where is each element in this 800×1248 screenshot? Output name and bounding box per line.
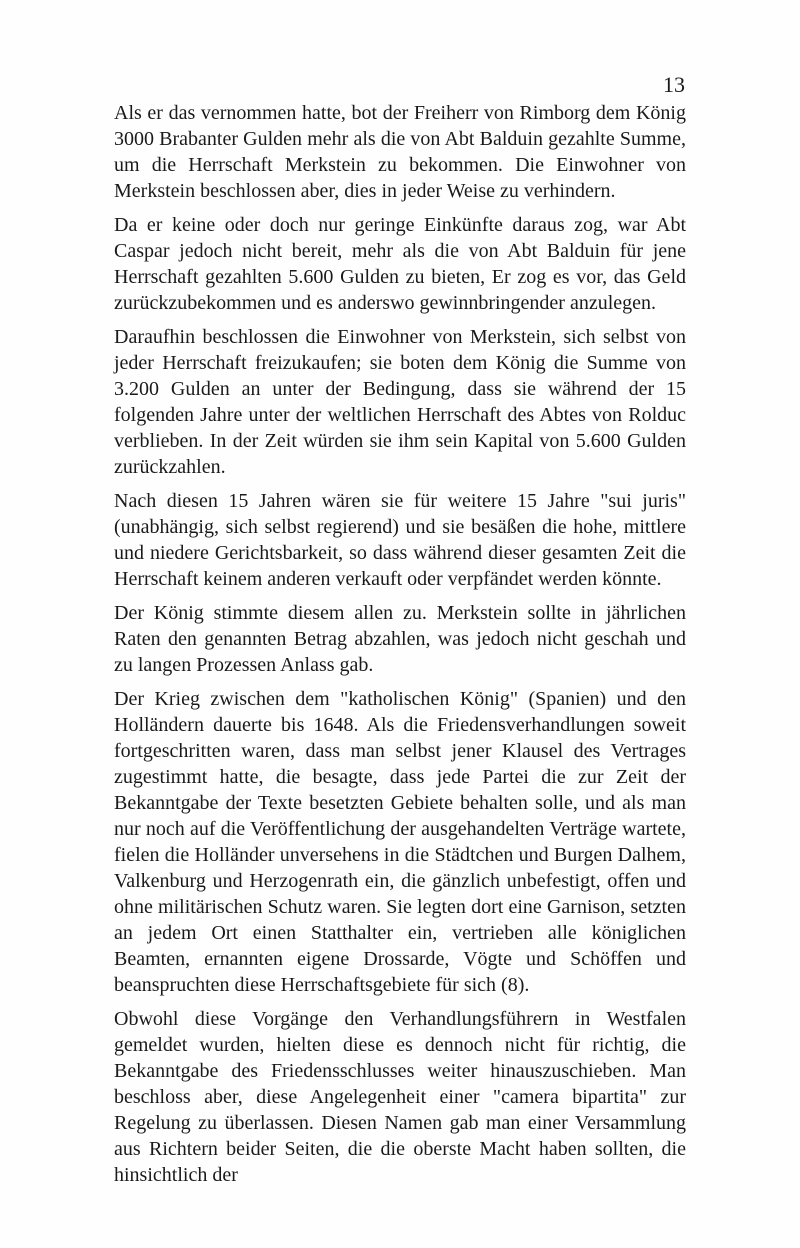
paragraph: Obwohl diese Vorgänge den Verhandlungsführern in Westfalen gemeldet wurden, hielten diese es dennoch nicht für richtig, die Bekanntgabe des Friedensschlusses weiter hinauszuschieben. Man beschloss aber, diese Angelegenheit einer "camera bipartita" zur Regelung zu überlassen. Diesen Namen gab man einer Versammlung aus Richtern beider Seiten, die die oberste Macht haben sollten, die hinsichtlich der bbox=[114, 1008, 686, 1186]
paragraph: Der König stimmte diesem allen zu. Merkstein sollte in jährlichen Raten den genannten Betrag abzahlen, was jedoch nicht geschah und zu langen Prozessen Anlass gab. bbox=[114, 602, 686, 676]
paragraph: Daraufhin beschlossen die Einwohner von Merkstein, sich selbst von jeder Herrschaft freizukaufen; sie boten dem König die Summe von 3.200 Gulden an unter der Bedingung, dass sie während der 15 folgenden Jahre unter der weltlichen Herrschaft des Abtes von Rolduc verblieben. In der Zeit würden sie ihm sein Kapital von 5.600 Gulden zurückzahlen. bbox=[114, 326, 686, 478]
body-text bbox=[114, 100, 686, 1188]
page-number: 13 bbox=[663, 72, 685, 97]
paragraph: Nach diesen 15 Jahren wären sie für weitere 15 Jahre "sui juris" (unabhängig, sich selbst regierend) und sie besäßen die hohe, mittlere und niedere Gerichtsbarkeit, so dass während dieser gesamten Zeit die Herrschaft keinem anderen verkauft oder verpfändet werden könnte. bbox=[114, 490, 686, 590]
paragraph: Als er das vernommen hatte, bot der Freiherr von Rimborg dem König 3000 Brabanter Gulden mehr als die von Abt Balduin gezahlte Summe, um die Herrschaft Merkstein zu bekommen. Die Einwohner von Merkstein beschlossen aber, dies in jeder Weise zu verhindern. bbox=[114, 102, 686, 202]
paragraph: Der Krieg zwischen dem "katholischen König" (Spanien) und den Holländern dauerte bis 1648. Als die Friedensverhandlungen soweit fortgeschritten waren, dass man selbst jener Klausel des Vertrages zugestimmt hatte, die besagte, dass jede Partei die zur Zeit der Bekanntgabe der Texte besetzten Gebiete behalten solle, und als man nur noch auf die Veröffentlichung der ausgehandelten Verträge wartete, fielen die Holländer unversehens in die Städtchen und Burgen Dalhem, Valkenburg und Herzogenrath ein, die gänzlich unbefestigt, offen und ohne militärischen Schutz waren. Sie legten dort eine Garnison, setzten an jedem Ort einen Statthalter ein, vertrieben alle königlichen Beamten, ernannten eigene Drossarde, Vögte und Schöffen und beanspruchten diese Herrschaftsgebiete für sich (8). bbox=[114, 688, 686, 996]
paragraph: Da er keine oder doch nur geringe Einkünfte daraus zog, war Abt Caspar jedoch nicht bereit, mehr als die von Abt Balduin für jene Herrschaft gezahlten 5.600 Gulden zu bieten, Er zog es vor, das Geld zurückzubekommen und es anderswo gewinnbringender anzulegen. bbox=[114, 214, 686, 314]
